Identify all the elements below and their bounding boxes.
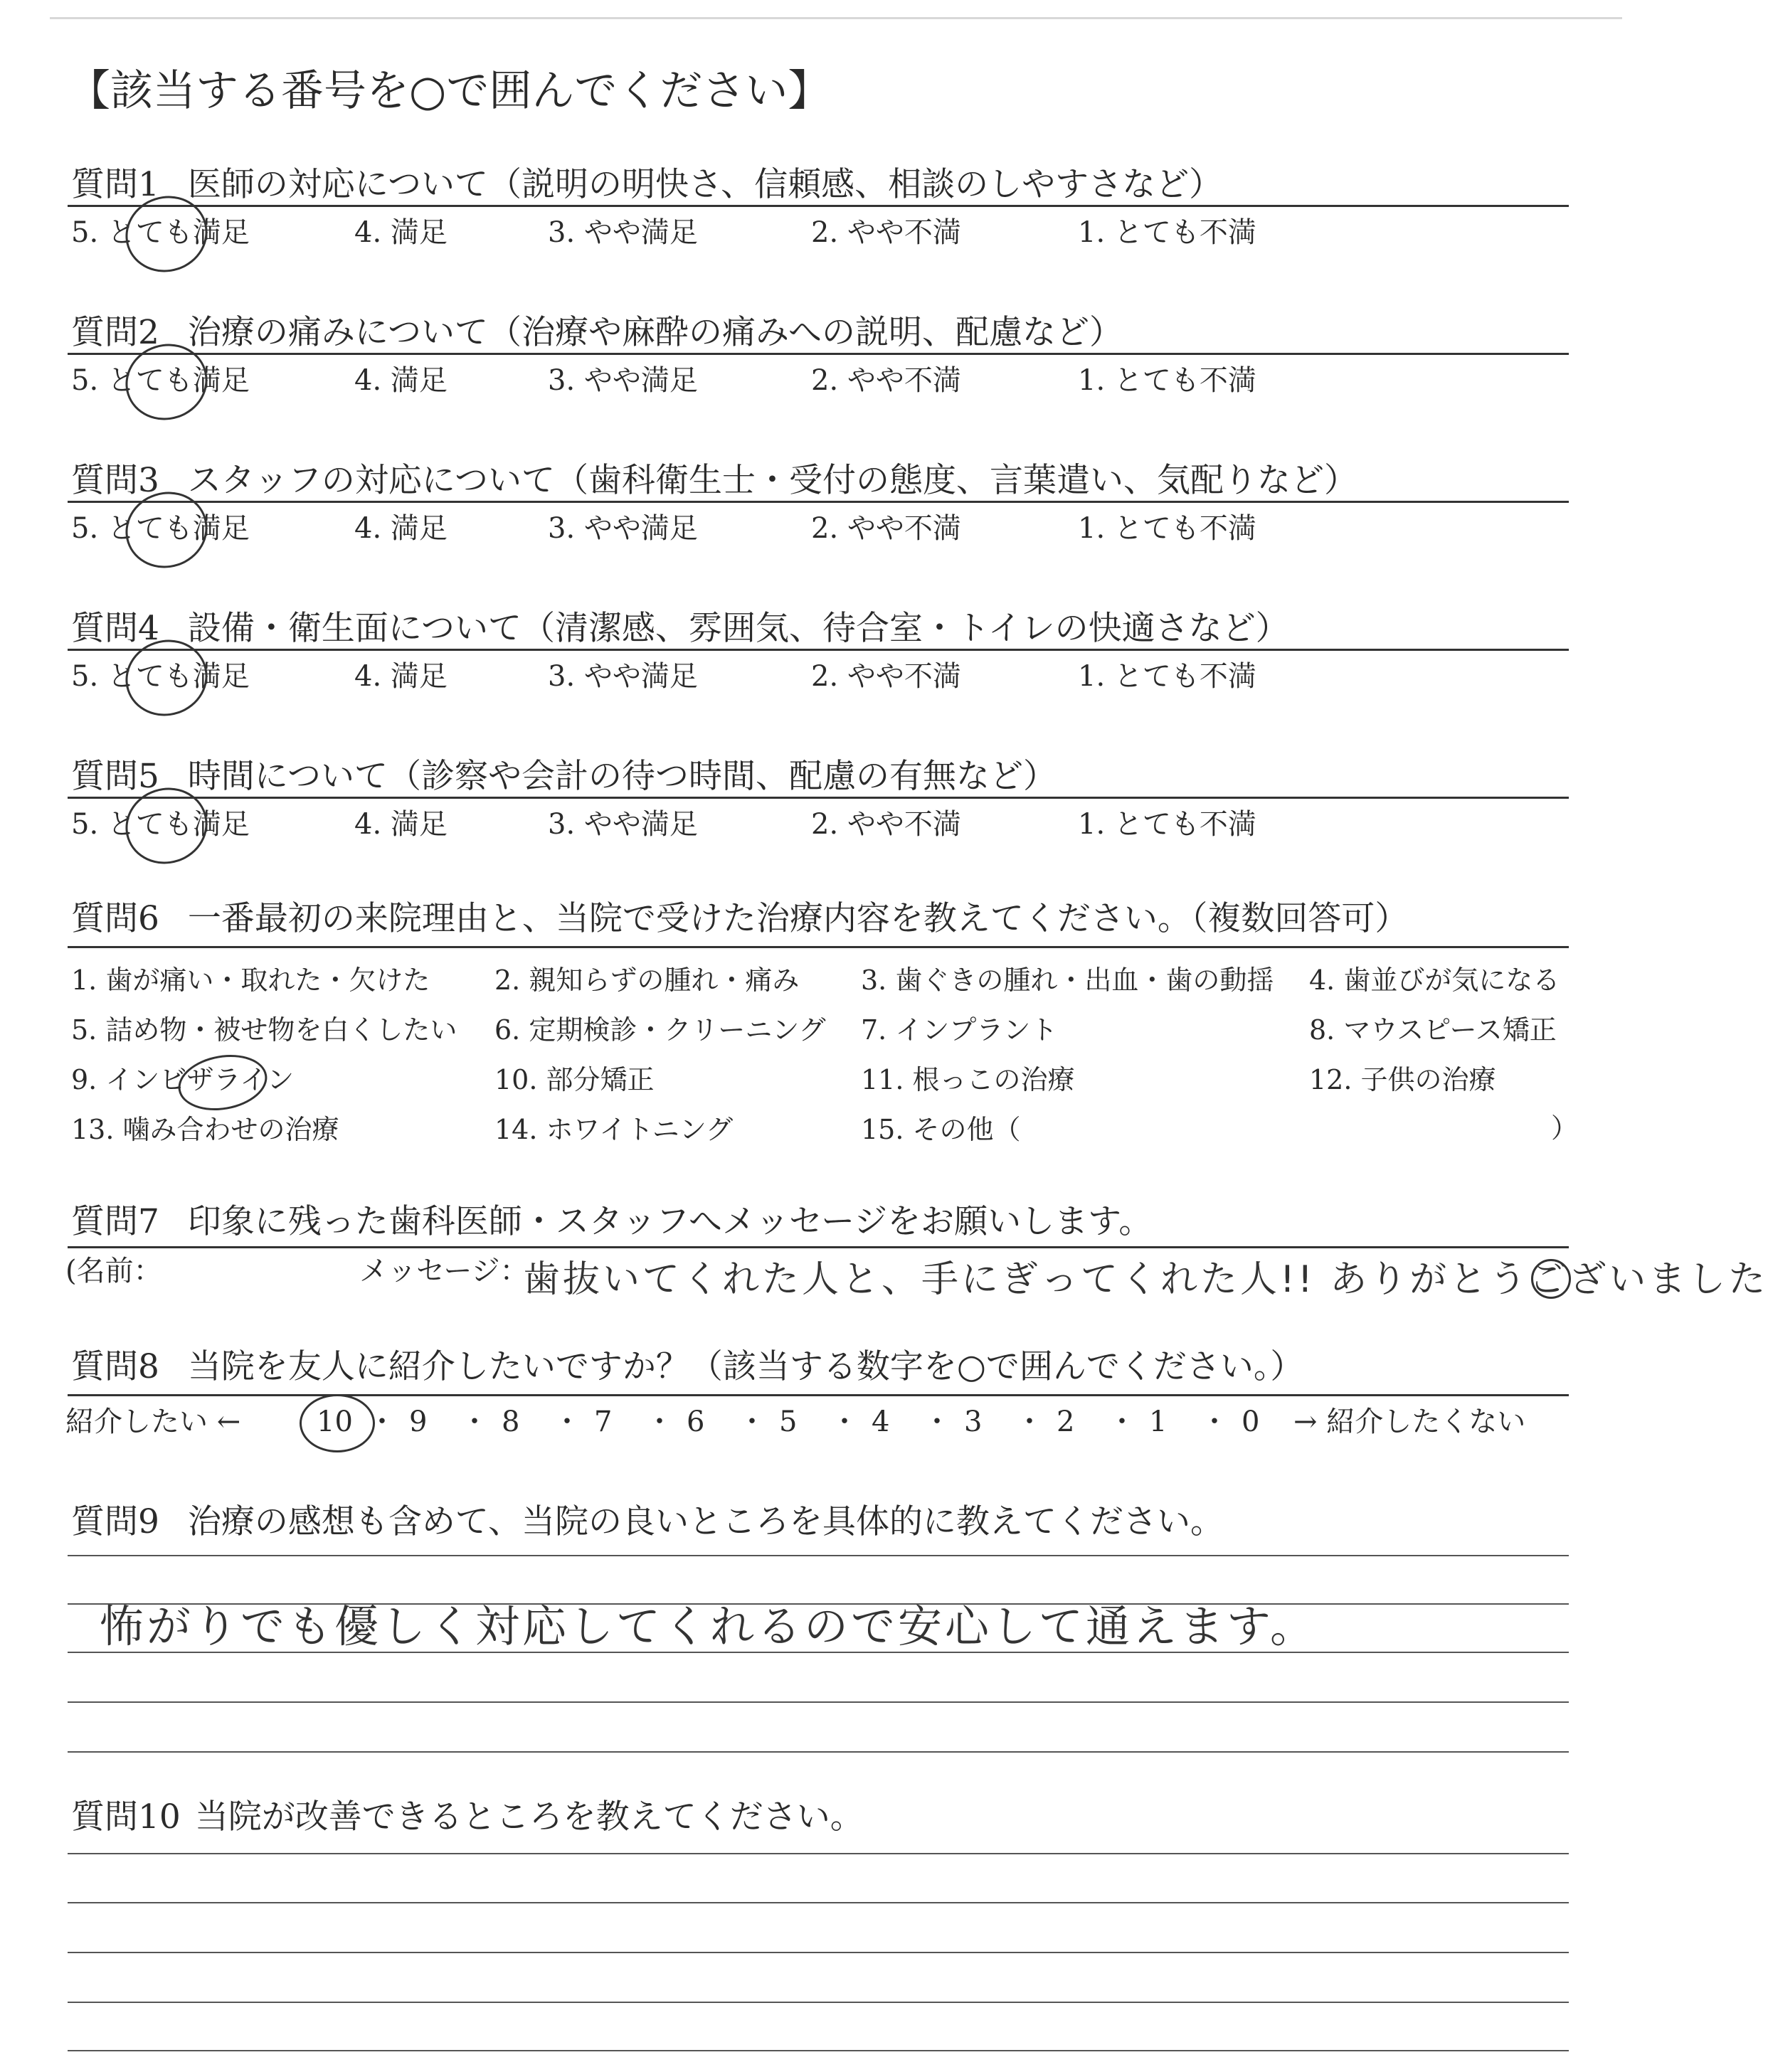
smiley-doodle — [1531, 1259, 1571, 1299]
q1-option-3[interactable]: 3. やや満足 — [548, 216, 698, 249]
q6-option-10[interactable]: 10. 部分矯正 — [494, 1064, 655, 1095]
q6-selection-circle — [174, 1048, 271, 1117]
q9-line-4 — [68, 1701, 1569, 1703]
q7-text: 印象に残った歯科医師・スタッフへメッセージをお願いします。 — [187, 1202, 1153, 1241]
q7-label: 質問7 — [71, 1202, 159, 1241]
q3-option-2[interactable]: 2. やや不満 — [811, 512, 961, 545]
q1-rule — [68, 205, 1569, 207]
q6-option-2[interactable]: 2. 親知らずの腫れ・痛み — [494, 965, 800, 996]
q6-text: 一番最初の来院理由と、当院で受けた治療内容を教えてください。（複数回答可） — [187, 899, 1409, 938]
q6-option-14[interactable]: 14. ホワイトニング — [494, 1114, 734, 1145]
q3-text: スタッフの対応について（歯科衛生士・受付の態度、言葉遣い、気配りなど） — [187, 461, 1357, 500]
q4-heading — [71, 607, 1289, 650]
q1-label: 質問1 — [71, 165, 159, 204]
q9-heading — [71, 1501, 1224, 1544]
q10-line-2 — [68, 1902, 1569, 1903]
q5-option-3[interactable]: 3. やや満足 — [548, 808, 698, 841]
q4-option-4[interactable]: 4. 満足 — [354, 660, 448, 693]
q8-scale-separator: ・ — [830, 1406, 859, 1438]
q1-option-1[interactable]: 1. とても不満 — [1078, 216, 1256, 249]
q2-text: 治療の痛みについて（治療や麻酔の痛みへの説明、配慮など） — [187, 313, 1123, 352]
q10-line-4 — [68, 2002, 1569, 2003]
q6-option-15[interactable]: 15. その他（ — [861, 1114, 1021, 1145]
q7-name-label: (名前： — [65, 1255, 162, 1287]
q8-scale-1[interactable]: 1 — [1149, 1406, 1168, 1438]
q8-heading — [71, 1346, 1303, 1388]
q1-option-2[interactable]: 2. やや不満 — [811, 216, 961, 249]
q8-scale-separator: ・ — [553, 1406, 581, 1438]
q6-option-9[interactable]: 9. インビザライン — [71, 1064, 295, 1095]
q6-label: 質問6 — [71, 899, 159, 938]
scan-top-edge — [50, 17, 1622, 19]
q7-message-handwritten: 歯抜いてくれた人と、手にぎってくれた人!! ありがとうございました — [523, 1258, 1768, 1301]
q8-label: 質問8 — [71, 1347, 159, 1386]
q9-text: 治療の感想も含めて、当院の良いところを具体的に教えてください。 — [187, 1502, 1224, 1541]
q6-option-7[interactable]: 7. インプラント — [861, 1014, 1058, 1046]
q2-option-2[interactable]: 2. やや不満 — [811, 364, 961, 397]
q6-option-5[interactable]: 5. 詰め物・被せ物を白くしたい — [71, 1014, 457, 1046]
q6-option-8[interactable]: 8. マウスピース矯正 — [1309, 1014, 1557, 1046]
q10-line-3 — [68, 1952, 1569, 1953]
q9-answer-handwritten: 怖がりでも優しく対応してくれるので安心して通えます。 — [100, 1600, 1318, 1652]
q6-other-close: ） — [1551, 1112, 1579, 1144]
q1-option-4[interactable]: 4. 満足 — [354, 216, 448, 249]
q7-rule — [68, 1246, 1569, 1248]
q8-scale-separator: ・ — [923, 1406, 951, 1438]
q8-scale-separator: ・ — [368, 1406, 396, 1438]
q6-option-4[interactable]: 4. 歯並びが気になる — [1309, 965, 1560, 996]
q8-scale-separator: ・ — [645, 1406, 674, 1438]
q6-heading — [71, 898, 1408, 940]
q4-label: 質問4 — [71, 609, 159, 648]
q5-option-4[interactable]: 4. 満足 — [354, 808, 448, 841]
q3-rule — [68, 501, 1569, 503]
q8-scale-separator: ・ — [1108, 1406, 1136, 1438]
q9-line-5 — [68, 1751, 1569, 1753]
q7-heading — [71, 1201, 1152, 1243]
q3-option-3[interactable]: 3. やや満足 — [548, 512, 698, 545]
q8-scale-5[interactable]: 5 — [779, 1406, 798, 1438]
q3-label: 質問3 — [71, 461, 159, 500]
q1-text: 医師の対応について（説明の明快さ、信頼感、相談のしやすさなど） — [187, 165, 1223, 204]
q10-heading — [71, 1796, 864, 1839]
q5-rule — [68, 797, 1569, 799]
q10-text: 当院が改善できるところを教えてください。 — [194, 1797, 864, 1837]
q6-option-13[interactable]: 13. 噛み合わせの治療 — [71, 1114, 339, 1145]
q4-option-3[interactable]: 3. やや満足 — [548, 660, 698, 693]
q8-left-label: 紹介したい ← — [65, 1406, 241, 1438]
q6-option-1[interactable]: 1. 歯が痛い・取れた・欠けた — [71, 965, 430, 996]
q3-option-5[interactable]: 5. とても満足 — [71, 512, 250, 545]
q2-rule — [68, 353, 1569, 355]
q2-option-3[interactable]: 3. やや満足 — [548, 364, 698, 397]
q6-rule — [68, 946, 1569, 948]
q2-heading — [71, 312, 1123, 354]
q5-text: 時間について（診察や会計の待つ時間、配慮の有無など） — [187, 757, 1057, 796]
q5-option-2[interactable]: 2. やや不満 — [811, 808, 961, 841]
q9-label: 質問9 — [71, 1502, 159, 1541]
q8-scale-7[interactable]: 7 — [594, 1406, 613, 1438]
q8-scale-8[interactable]: 8 — [502, 1406, 520, 1438]
q5-option-1[interactable]: 1. とても不満 — [1078, 808, 1256, 841]
q2-option-5[interactable]: 5. とても満足 — [71, 364, 250, 397]
q8-scale-separator: ・ — [1200, 1406, 1229, 1438]
q8-scale-6[interactable]: 6 — [687, 1406, 705, 1438]
q8-scale-3[interactable]: 3 — [964, 1406, 983, 1438]
q4-rule — [68, 649, 1569, 651]
q2-option-1[interactable]: 1. とても不満 — [1078, 364, 1256, 397]
q5-heading — [71, 755, 1057, 798]
q4-option-1[interactable]: 1. とても不満 — [1078, 660, 1256, 693]
q9-line-1 — [68, 1555, 1569, 1556]
q7-message-label: メッセージ： — [359, 1255, 529, 1287]
q1-option-5[interactable]: 5. とても満足 — [71, 216, 250, 249]
q8-scale-0[interactable]: 0 — [1242, 1406, 1260, 1438]
q2-option-4[interactable]: 4. 満足 — [354, 364, 448, 397]
q2-label: 質問2 — [71, 313, 159, 352]
q8-scale-9[interactable]: 9 — [409, 1406, 428, 1438]
q10-line-5 — [68, 2050, 1569, 2051]
q8-scale-4[interactable]: 4 — [872, 1406, 890, 1438]
q3-option-4[interactable]: 4. 満足 — [354, 512, 448, 545]
q4-option-2[interactable]: 2. やや不満 — [811, 660, 961, 693]
q3-heading — [71, 459, 1357, 502]
q6-option-11[interactable]: 11. 根っこの治療 — [861, 1064, 1075, 1095]
q5-option-5[interactable]: 5. とても満足 — [71, 808, 250, 841]
q4-text: 設備・衛生面について（清潔感、雰囲気、待合室・トイレの快適さなど） — [187, 609, 1289, 648]
q8-rule — [68, 1394, 1569, 1396]
q8-scale-separator: ・ — [460, 1406, 489, 1438]
q8-scale-separator: ・ — [1015, 1406, 1044, 1438]
q6-option-12[interactable]: 12. 子供の治療 — [1309, 1064, 1496, 1095]
q8-scale-2[interactable]: 2 — [1057, 1406, 1075, 1438]
form-title: 【該当する番号を○で囲んでください】 — [68, 66, 831, 116]
q10-label: 質問10 — [71, 1797, 181, 1837]
q6-option-6[interactable]: 6. 定期検診・クリーニング — [494, 1014, 826, 1046]
q8-text: 当院を友人に紹介したいですか？（該当する数字を○で囲んでください。） — [187, 1347, 1304, 1386]
q8-selection-circle — [300, 1394, 375, 1452]
q5-label: 質問5 — [71, 757, 159, 796]
q8-right-label: → 紹介したくない — [1293, 1406, 1526, 1438]
q8-scale-separator: ・ — [738, 1406, 766, 1438]
q3-option-1[interactable]: 1. とても不満 — [1078, 512, 1256, 545]
q4-option-5[interactable]: 5. とても満足 — [71, 660, 250, 693]
q10-line-1 — [68, 1853, 1569, 1854]
q8-scale-10[interactable]: 10 — [317, 1406, 353, 1438]
q1-heading — [71, 164, 1222, 206]
q6-option-3[interactable]: 3. 歯ぐきの腫れ・出血・歯の動揺 — [861, 965, 1274, 996]
